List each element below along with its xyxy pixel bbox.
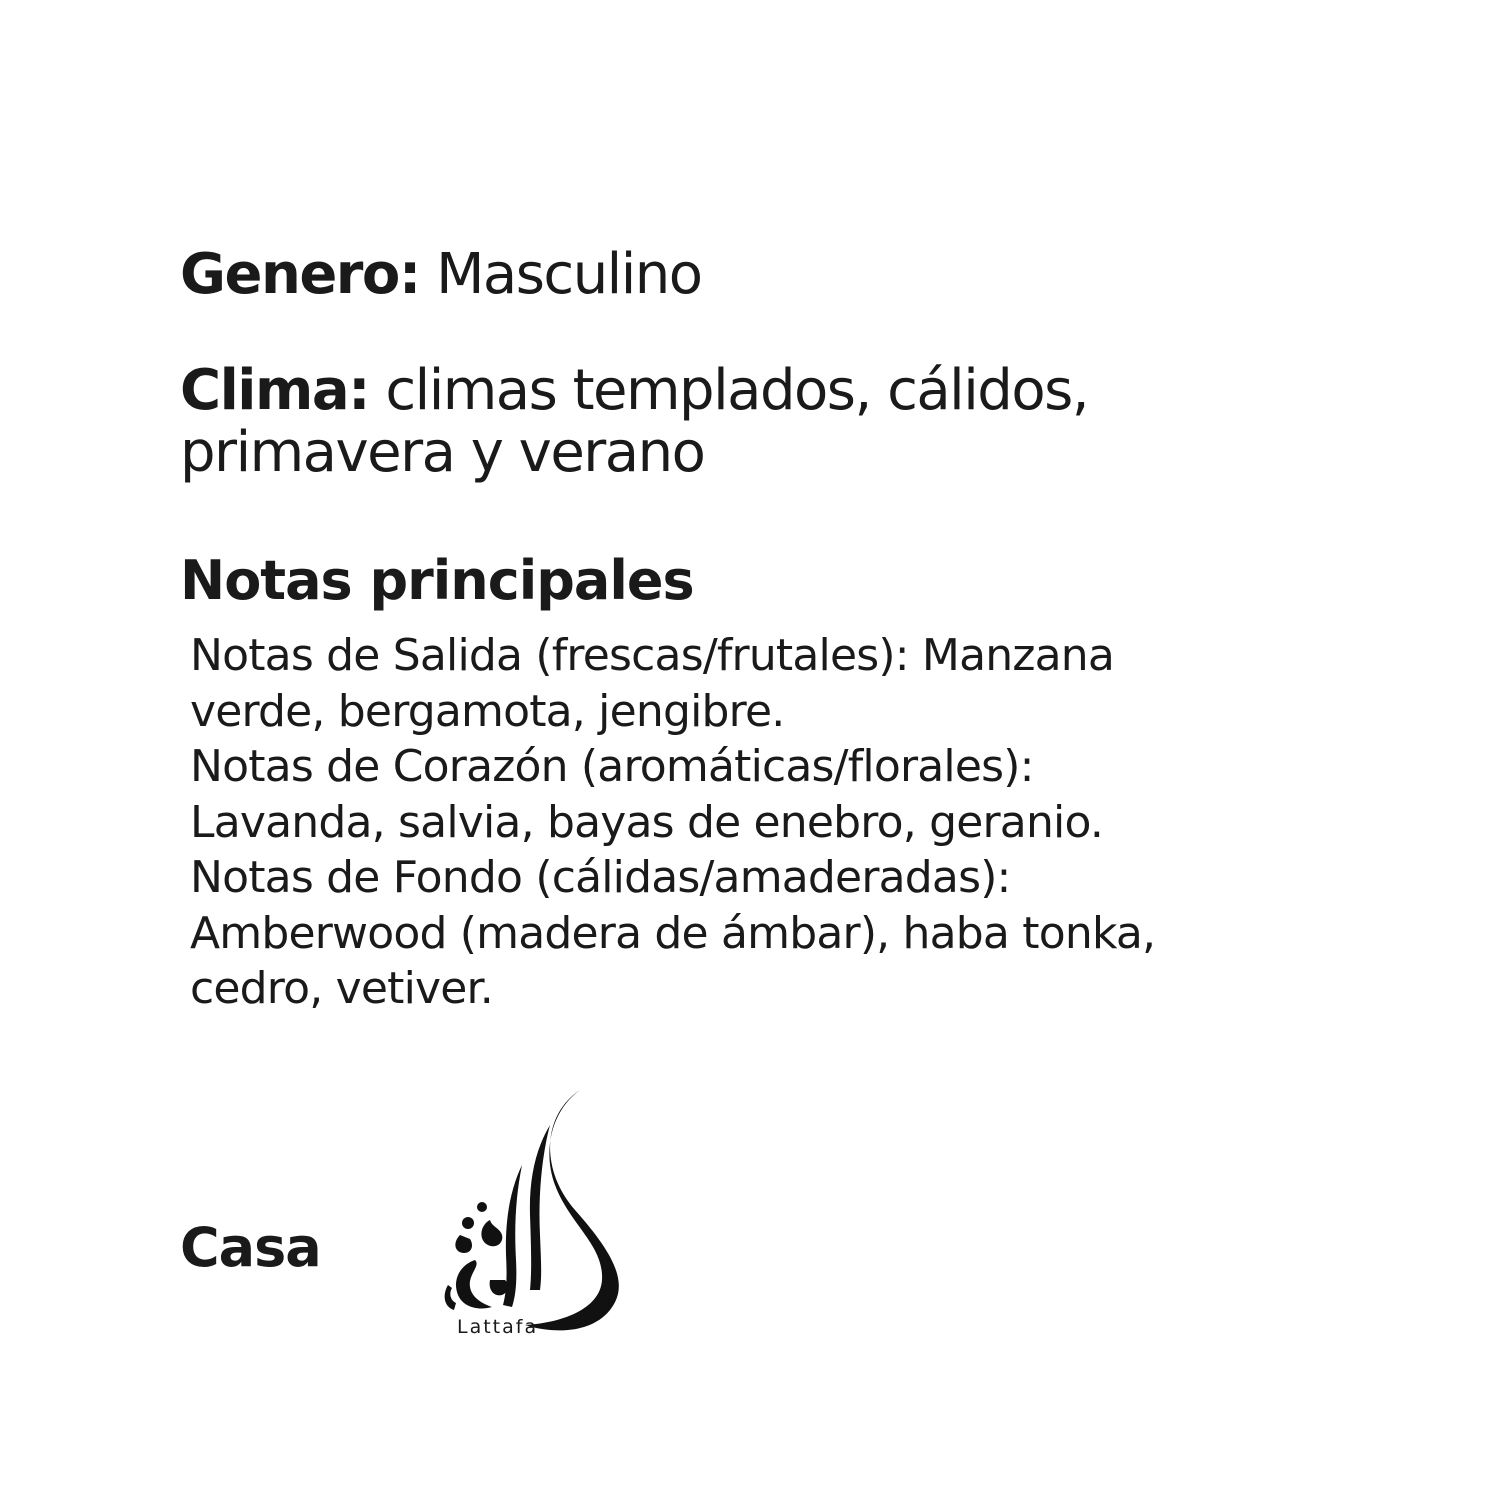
genero-value: Masculino [436,242,702,307]
notas-list [190,628,1390,1017]
clima-value-line2: primavera y verano [180,420,705,485]
clima-line [180,358,1088,424]
notas-line: Notas de Fondo (cálidas/amaderadas): [190,852,1011,903]
notas-line: Notas de Corazón (aromáticas/florales): [190,741,1034,792]
notas-line: Lavanda, salvia, bayas de enebro, geranio. [190,796,1104,848]
lattafa-logo-icon [430,1085,650,1345]
logo-wordmark: Lattafa [457,1316,539,1338]
genero-line [180,240,702,310]
notas-title: Notas principales [180,549,694,612]
clima-label: Clima: [180,358,370,423]
casa-label: Casa [180,1216,321,1279]
notas-line: verde, bergamota, jengibre. [190,685,785,737]
notas-line: cedro, vetiver. [190,963,493,1014]
notas-line: Amberwood (madera de ámbar), haba tonka, [190,907,1156,959]
clima-value-line1: climas templados, cálidos, [385,358,1089,423]
notas-line: Notas de Salida (frescas/frutales): Manzana [190,630,1115,681]
genero-label: Genero: [180,242,420,307]
